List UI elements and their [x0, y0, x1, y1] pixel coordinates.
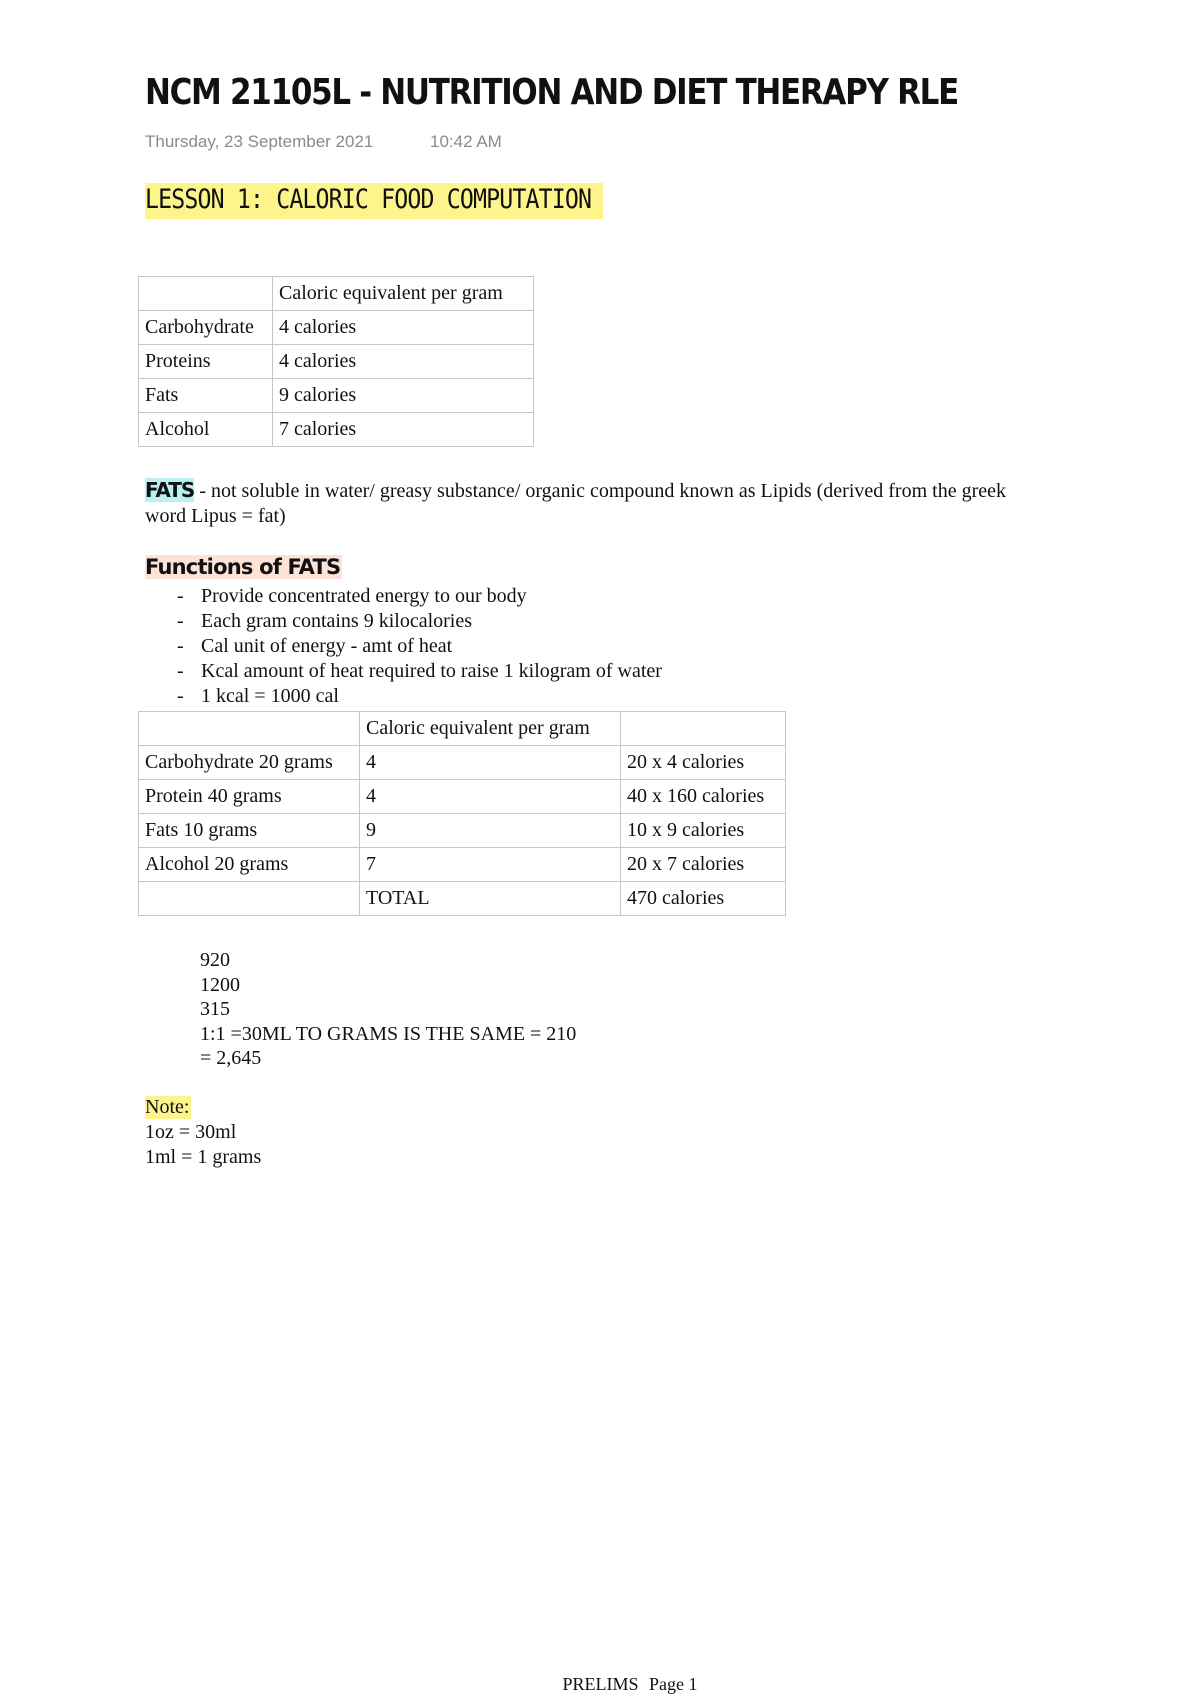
bullet-dash: - [177, 660, 184, 682]
table-cell: Protein 40 grams [139, 780, 360, 814]
calculation-line: 1:1 =30ML TO GRAMS IS THE SAME = 210 [200, 1022, 577, 1045]
fats-definition [145, 478, 1045, 529]
calculation-line: = 2,645 [200, 1047, 262, 1069]
table-row [139, 848, 786, 882]
calculation-line: 315 [200, 998, 230, 1020]
functions-heading: Functions of FATS [145, 555, 341, 579]
table-cell: 7 [360, 848, 621, 882]
list-item [175, 634, 662, 659]
table-cell: 4 calories [273, 311, 534, 345]
caloric-computation-table [138, 711, 786, 916]
note-label: Note: [145, 1096, 190, 1118]
table-cell [621, 712, 786, 746]
functions-list [175, 584, 662, 709]
table-cell: 40 x 160 calories [621, 780, 786, 814]
page-footer [0, 1674, 1200, 1695]
table-cell: 10 x 9 calories [621, 814, 786, 848]
page-time: 10:42 AM [430, 132, 502, 151]
table-row [139, 379, 534, 413]
fats-term: FATS [145, 478, 195, 502]
lesson-heading-text: LESSON 1: CALORIC FOOD COMPUTATION [145, 184, 592, 215]
table-cell: Caloric equivalent per gram [273, 277, 534, 311]
table-row [139, 345, 534, 379]
table-cell: 9 calories [273, 379, 534, 413]
table-row [139, 712, 786, 746]
caloric-equivalent-table [138, 276, 534, 447]
table-cell: 4 [360, 780, 621, 814]
table-row [139, 311, 534, 345]
footer-page-number: Page 1 [649, 1674, 698, 1694]
list-item-text: Provide concentrated energy to our body [201, 585, 527, 607]
table-row [139, 277, 534, 311]
note-line: 1oz = 30ml [145, 1121, 237, 1143]
table-row [139, 814, 786, 848]
footer-section: PRELIMS [562, 1674, 639, 1694]
calculation-line: 920 [200, 949, 230, 971]
table-cell: Alcohol [139, 413, 273, 447]
table-cell: Fats 10 grams [139, 814, 360, 848]
table-row [139, 413, 534, 447]
table-cell: Fats [139, 379, 273, 413]
table-cell [139, 277, 273, 311]
list-item-text: Each gram contains 9 kilocalories [201, 610, 473, 632]
table-cell: Caloric equivalent per gram [360, 712, 621, 746]
table-row [139, 780, 786, 814]
table-cell: TOTAL [360, 882, 621, 916]
fats-definition-text: - not soluble in water/ greasy substance/ organic compound known as Lipids (derived from the greek word Lipus = fat) [145, 480, 1006, 527]
table-cell: Alcohol 20 grams [139, 848, 360, 882]
table-cell: 7 calories [273, 413, 534, 447]
list-item [175, 584, 662, 609]
calculation-line: 1200 [200, 973, 240, 996]
page-title: NCM 21105L - NUTRITION AND DIET THERAPY RLE [145, 72, 958, 113]
note-line: 1ml = 1 grams [145, 1146, 262, 1168]
list-item-text: Kcal amount of heat required to raise 1 kilogram of water [201, 660, 662, 682]
list-item [175, 609, 662, 634]
bullet-dash: - [177, 585, 184, 607]
list-item [175, 659, 662, 684]
table-cell: 470 calories [621, 882, 786, 916]
bullet-dash: - [177, 685, 184, 707]
table-cell: 4 calories [273, 345, 534, 379]
list-item [175, 684, 662, 709]
page-date: Thursday, 23 September 2021 [145, 132, 374, 151]
table-cell: Proteins [139, 345, 273, 379]
table-row [139, 746, 786, 780]
lesson-heading [145, 182, 666, 219]
bullet-dash: - [177, 635, 184, 657]
table-cell: 20 x 7 calories [621, 848, 786, 882]
table-row [139, 882, 786, 916]
table-cell [139, 882, 360, 916]
table-cell [139, 712, 360, 746]
table-cell: 20 x 4 calories [621, 746, 786, 780]
note-block [145, 1120, 261, 1170]
table-cell: 9 [360, 814, 621, 848]
table-cell: Carbohydrate [139, 311, 273, 345]
table-cell: 4 [360, 746, 621, 780]
calculation-block [200, 948, 576, 1071]
table-cell: Carbohydrate 20 grams [139, 746, 360, 780]
bullet-dash: - [177, 610, 184, 632]
list-item-text: Cal unit of energy - amt of heat [201, 635, 453, 657]
list-item-text: 1 kcal = 1000 cal [201, 685, 339, 707]
